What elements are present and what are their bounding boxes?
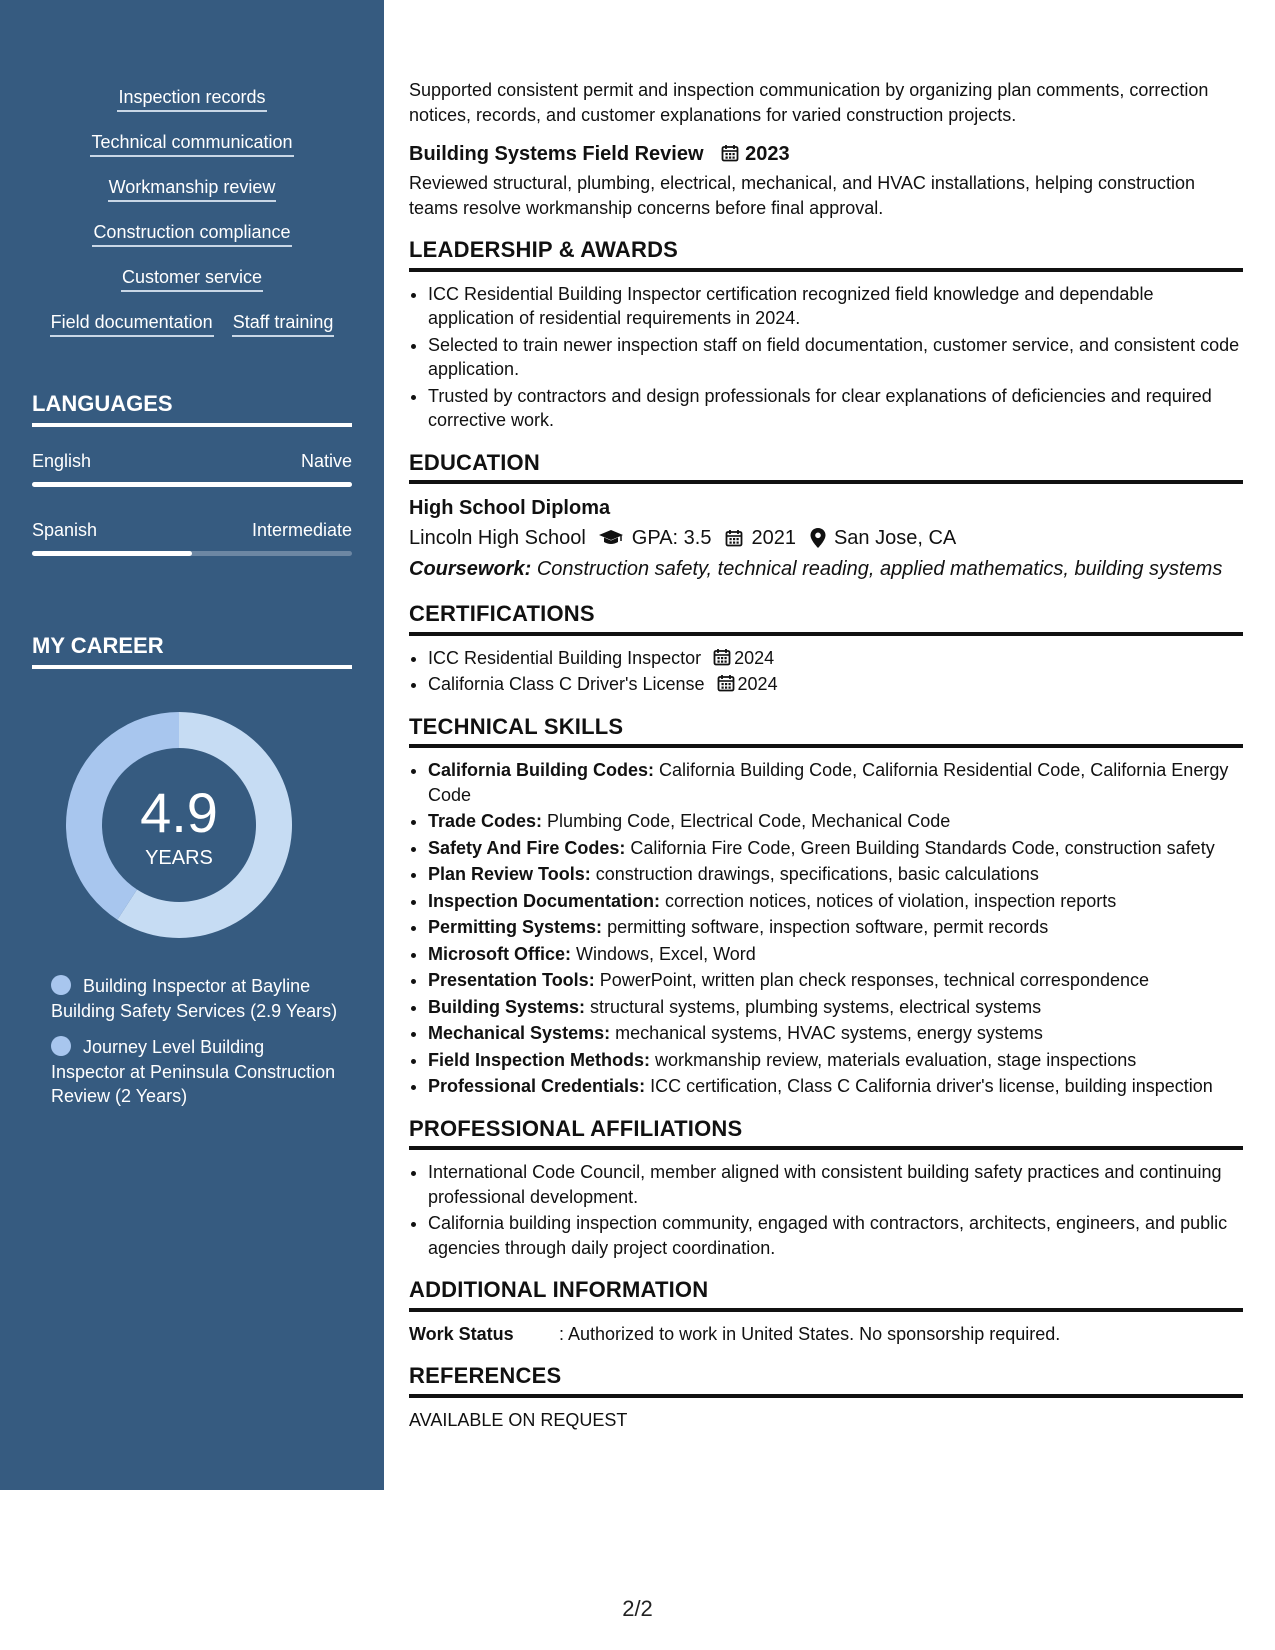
- education-year: 2021: [751, 527, 796, 549]
- skill-category: Permitting Systems:: [428, 917, 603, 937]
- technical-skill-item: [428, 889, 1243, 914]
- technical-skill-item: [428, 836, 1243, 861]
- certifications-list: [409, 646, 1243, 697]
- technical-skill-item: [428, 758, 1243, 807]
- intro-paragraph: Supported consistent permit and inspection communication by organizing plan comments, correction notices, records, and customer explanations for varied construction projects.: [409, 80, 1209, 125]
- skill-tag: Inspection records: [117, 86, 266, 112]
- list-item: • Trusted by contractors and design professionals for clear explanations of deficiencies and required corrective work.: [428, 384, 1243, 433]
- technical-skill-item: [428, 862, 1243, 887]
- language-level: Native: [300, 451, 352, 471]
- career-item-text: Journey Level Building Inspector at Peninsula Construction Review (2 Years): [51, 1037, 336, 1106]
- list-item: • ICC Residential Building Inspector certification recognized field knowledge and dependable application of residential requirements in 2024.: [428, 282, 1243, 331]
- skill-row: [32, 266, 352, 311]
- certification-name: California Class C Driver's License: [428, 674, 705, 694]
- main-content: [409, 78, 1243, 1432]
- skill-values: California Building Code, California Residential Code, California Energy Code: [428, 760, 1229, 805]
- career-total-value: 4.9: [140, 781, 218, 844]
- certification-year: 2024: [734, 647, 775, 668]
- affiliations-list: [409, 1160, 1243, 1260]
- coursework-label: Coursework:: [409, 558, 532, 580]
- technical-skill-item: [428, 1021, 1243, 1046]
- career-list: [51, 974, 341, 1121]
- skill-category: Safety And Fire Codes:: [428, 837, 626, 858]
- entry-title: [409, 141, 1243, 167]
- list-item: • Selected to train newer inspection staff on field documentation, customer service, and consistent code application.: [428, 333, 1243, 382]
- certification-item: [428, 646, 1243, 671]
- language-proficiency-fill: [32, 482, 352, 487]
- skill-values: mechanical systems, HVAC systems, energy systems: [615, 1023, 1043, 1043]
- skill-values: workmanship review, materials evaluation, stage inspections: [655, 1049, 1137, 1070]
- legend-dot-icon: [51, 975, 71, 995]
- language-spanish: [32, 520, 352, 556]
- education-gpa: GPA: 3.5: [631, 527, 712, 549]
- leadership-list: [409, 282, 1243, 433]
- skill-category: Inspection Documentation:: [428, 890, 661, 911]
- language-name: Spanish: [32, 520, 98, 540]
- coursework-text: Construction safety, technical reading, applied mathematics, building systems: [536, 558, 1223, 580]
- calendar-icon: [717, 674, 735, 692]
- skill-row: [32, 86, 352, 131]
- skill-row: [32, 176, 352, 221]
- education-details: [409, 522, 1243, 554]
- affiliations-heading: PROFESSIONAL AFFILIATIONS: [409, 1117, 1243, 1151]
- location-pin-icon: [810, 528, 826, 548]
- career-item: [51, 1035, 341, 1109]
- technical-skill-item: [428, 809, 1243, 834]
- skill-values: PowerPoint, written plan check responses, technical correspondence: [599, 970, 1150, 990]
- technical-skills-list: [409, 758, 1243, 1099]
- skill-values: correction notices, notices of violation, inspection reports: [665, 890, 1117, 911]
- skill-values: California Fire Code, Green Building Standards Code, construction safety: [630, 837, 1215, 858]
- graduation-cap-icon: [598, 529, 624, 547]
- language-level: Intermediate: [251, 520, 352, 540]
- calendar-icon: [721, 144, 739, 162]
- technical-skill-item: [428, 968, 1243, 993]
- calendar-icon: [713, 648, 731, 666]
- legend-dot-icon: [51, 1036, 71, 1056]
- skill-category: Field Inspection Methods:: [428, 1049, 651, 1070]
- technical-skill-item: [428, 1048, 1243, 1073]
- skill-tag: Field documentation: [50, 311, 214, 337]
- additional-info-heading: ADDITIONAL INFORMATION: [409, 1278, 1243, 1312]
- skill-values: permitting software, inspection software, permit records: [607, 917, 1049, 937]
- skill-tag: Technical communication: [90, 131, 293, 157]
- language-name: English: [32, 451, 92, 471]
- education-heading: EDUCATION: [409, 451, 1243, 485]
- technical-skill-item: [428, 942, 1243, 967]
- technical-skills-heading: TECHNICAL SKILLS: [409, 715, 1243, 749]
- skills-cloud: [32, 86, 352, 356]
- work-status-row: [409, 1322, 1243, 1347]
- references-heading: REFERENCES: [409, 1364, 1243, 1398]
- skill-tag: Customer service: [121, 266, 263, 292]
- certification-name: ICC Residential Building Inspector: [428, 647, 702, 668]
- education-school: Lincoln High School: [409, 527, 586, 549]
- technical-skill-item: [428, 1074, 1243, 1099]
- skill-category: Trade Codes:: [428, 811, 543, 831]
- skill-category: Building Systems:: [428, 996, 586, 1017]
- career-donut-chart: [66, 712, 292, 938]
- skill-row: [32, 311, 352, 356]
- skill-values: structural systems, plumbing systems, electrical systems: [590, 996, 1042, 1017]
- certification-year: 2024: [737, 674, 778, 694]
- language-proficiency-bar: [32, 482, 352, 487]
- work-status-value: : Authorized to work in United States. No sponsorship required.: [559, 1323, 1061, 1344]
- skill-category: Presentation Tools:: [428, 970, 595, 990]
- certifications-heading: CERTIFICATIONS: [409, 602, 1243, 636]
- certification-item: [428, 672, 1243, 697]
- language-proficiency-bar: [32, 551, 352, 556]
- career-heading: MY CAREER: [32, 633, 352, 669]
- skill-category: Mechanical Systems:: [428, 1023, 611, 1043]
- education-location: San Jose, CA: [833, 527, 957, 549]
- language-english: [32, 451, 352, 487]
- technical-skill-item: [428, 915, 1243, 940]
- skill-values: ICC certification, Class C California driver's license, building inspection: [650, 1076, 1213, 1096]
- skill-values: Plumbing Code, Electrical Code, Mechanical Code: [547, 811, 951, 831]
- calendar-icon: [725, 529, 743, 547]
- technical-skill-item: [428, 995, 1243, 1020]
- list-item: • International Code Council, member aligned with consistent building safety practices and continuing professional development.: [428, 1160, 1243, 1209]
- entry-title-text: Building Systems Field Review: [409, 143, 704, 165]
- work-status-label: Work Status: [409, 1323, 514, 1344]
- career-total-unit: YEARS: [145, 847, 213, 869]
- skill-values: construction drawings, specifications, basic calculations: [595, 864, 1039, 884]
- skill-values: Windows, Excel, Word: [576, 943, 756, 964]
- languages-heading: LANGUAGES: [32, 391, 352, 427]
- skill-category: California Building Codes:: [428, 760, 655, 780]
- skill-category: Microsoft Office:: [428, 943, 572, 964]
- career-item-text: Building Inspector at Bayline Building Safety Services (2.9 Years): [51, 976, 338, 1021]
- career-item: [51, 974, 341, 1023]
- page-number: 2/2: [622, 1596, 653, 1621]
- entry-description: Reviewed structural, plumbing, electrical, mechanical, and HVAC installations, helping construction teams resolve workmanship concerns before final approval.: [409, 173, 1196, 218]
- entry-date: 2023: [745, 143, 790, 165]
- sidebar: [0, 0, 384, 1490]
- education-coursework: [409, 554, 1243, 584]
- skill-tag: Staff training: [232, 311, 335, 337]
- leadership-heading: LEADERSHIP & AWARDS: [409, 238, 1243, 272]
- skill-tag: Construction compliance: [92, 221, 291, 247]
- list-item: • California building inspection community, engaged with contractors, architects, engineers, and public agencies through daily project coordination.: [428, 1211, 1243, 1260]
- skill-category: Professional Credentials:: [428, 1076, 646, 1096]
- references-text: AVAILABLE ON REQUEST: [409, 1409, 628, 1430]
- language-proficiency-fill: [32, 551, 192, 556]
- skill-tag: Workmanship review: [108, 176, 277, 202]
- skill-row: [32, 131, 352, 176]
- skill-row: [32, 221, 352, 266]
- education-degree: High School Diploma: [409, 497, 611, 519]
- skill-category: Plan Review Tools:: [428, 864, 591, 884]
